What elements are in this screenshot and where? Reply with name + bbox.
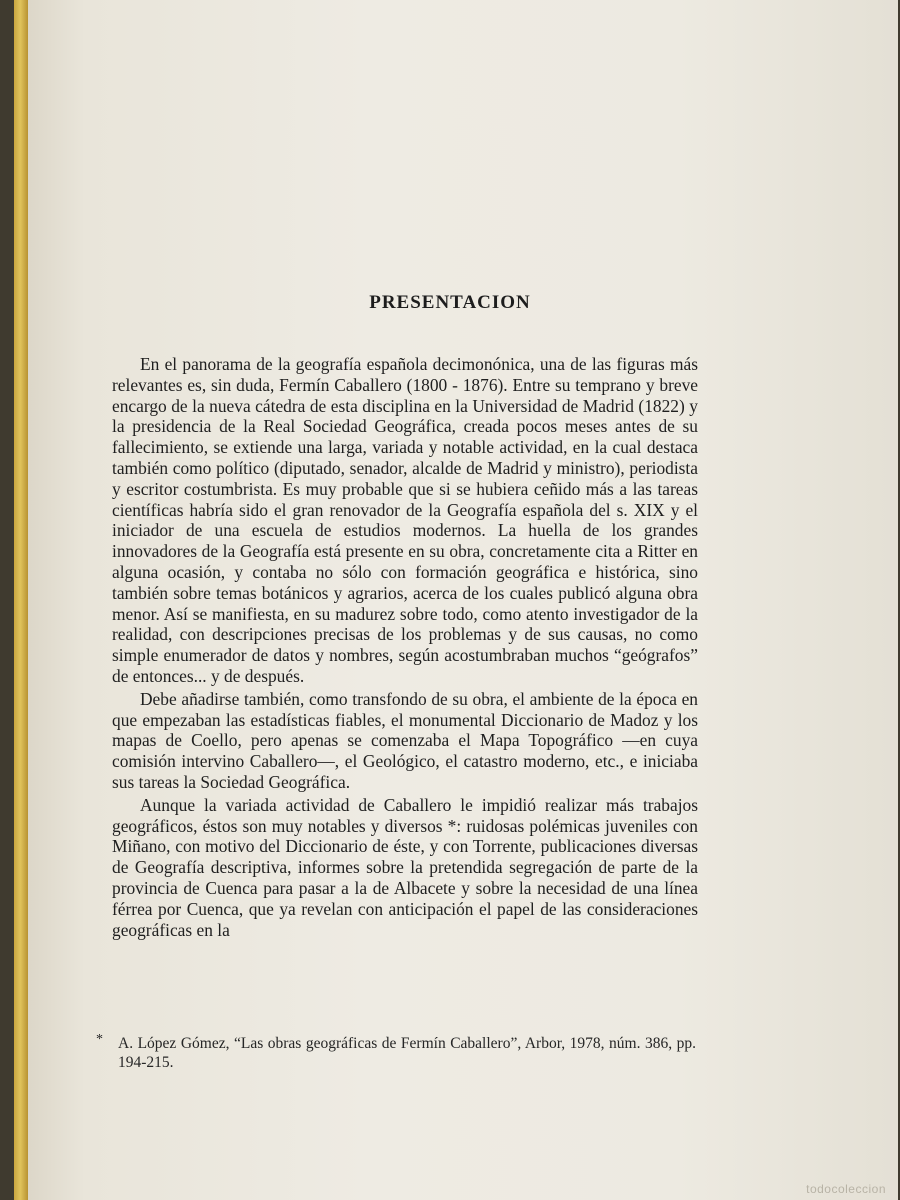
footnote-mark: *	[96, 1032, 103, 1047]
footnote	[96, 1034, 696, 1072]
body-text	[112, 354, 698, 940]
paragraph-3: Aunque la variada actividad de Caballero le impidió realizar más trabajos geográficos, éstos son muy notables y diversos *: ruidosas polémicas juveniles con Miñano, con motivo del Diccionario de éste, y con Torrente, publicaciones diversas de Geografía descriptiva, informes sobre la pretendida segregación de parte de la provincia de Cuenca para pasar a la de Albacete y sobre la necesidad de una línea férrea por Cuenca, que ya revelan con anticipación el papel de las consideraciones geográficas en la	[112, 794, 698, 940]
page-gilt-edge	[14, 0, 28, 1200]
footnote-text: A. López Gómez, “Las obras geográficas de Fermín Caballero”, Arbor, 1978, núm. 386, pp. 194-215.	[118, 1035, 696, 1071]
page-title: PRESENTACION	[369, 292, 531, 313]
paragraph-2: Debe añadirse también, como transfondo de su obra, el ambiente de la época en que empezaban las estadísticas fiables, el monumental Diccionario de Madoz y los mapas de Coello, pero apenas se comenzaba el Mapa Topográfico —en cuya comisión intervino Caballero—, el Geológico, el catastro moderno, etc., e iniciaba sus tareas la Sociedad Geográfica.	[112, 688, 698, 792]
paragraph-1: En el panorama de la geografía española decimonónica, una de las figuras más relevantes es, sin duda, Fermín Caballero (1800 - 1876). Entre su temprano y breve encargo de la nueva cátedra de esta disciplina en la Universidad de Madrid (1822) y la presidencia de la Real Sociedad Geográfica, creada pocos meses antes de su fallecimiento, se extiende una larga, variada y notable actividad, en la cual destaca también como político (diputado, senador, alcalde de Madrid y ministro), periodista y escritor costumbrista. Es muy probable que si se hubiera ceñido más a las tareas científicas habría sido el gran renovador de la Geografía española del s. XIX y el iniciador de una escuela de estudios modernos. La huella de los grandes innovadores de la Geografía está presente en su obra, concretamente cita a Ritter en alguna ocasión, y contaba no sólo con formación geográfica e histórica, sino también sobre temas botánicos y agrarios, acerca de los cuales publicó alguna obra menor. Así se manifiesta, en su madurez sobre todo, como atento investigador de la realidad, con descripciones precisas de los problemas y de sus causas, no como simple enumerador de datos y nombres, según acostumbraban muchos “geógrafos” de entonces... y de después.	[112, 354, 698, 686]
watermark: todocoleccion	[806, 1182, 886, 1196]
